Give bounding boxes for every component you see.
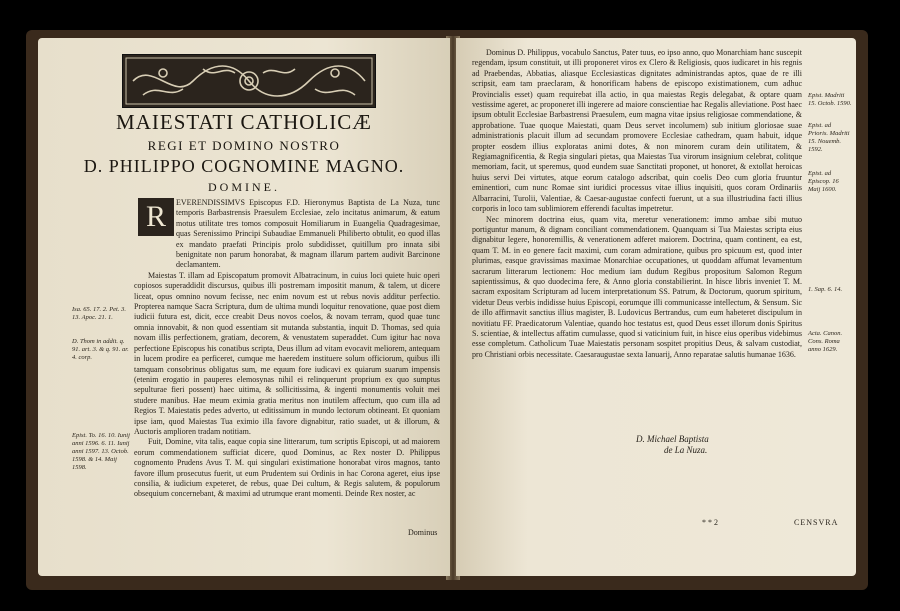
signature-line: D. Michael Baptista xyxy=(636,434,709,444)
margin-note: Epist. To. 16. 10. Iunij anni 1596. 6. 11. Iunij anni 1597. 13. Octob. 1598. & 14. Maij 1598. xyxy=(72,432,130,471)
paragraph: EVERENDISSIMVS Episcopus F.D. Hieronymus Baptista de La Nuza, tunc temporis Barbastrensis Praesulem Ecclesiae, zelo incitatus animarum, & eatum motus utilitate tres tomos composuit Homiliarum in Euangelia Quadragesimae, quas Serenissimo Principi Subaudiae Emmanueli Philiberto obtulit, eo quod illas ex mandato praefati Principis prolo subdidisset, quitillum pro innata sibi benignitate non parum honorabat, & magnam illarum partem audivit Barcinone declamantem. xyxy=(176,198,440,270)
paragraph: Maiestas T. illam ad Episcopatum promovit Albatracinum, in cuius loci quiete huic operi copiosos superaddidit discursus, quibus illi postremam impositit manum, & talem, ut dicere liceat, opus omnino novum fecisse, nec enim novum est ut rebus novis additur perfectio. Propterea namque Sacra Scriptura, dum de ultima mundi loquitur renovatione, quae post diem iudicii futura est, dicit, ecce creabit Deus novos coelos, & novam terram, quod quae tunc omnia innovabit, & non quod essentiam sit mutanda substantia, inquit D. Thomas, sed quia novam illis perfectionem, gratiam, decorem, & venustatem superaddet. Cum igitur hac nova perfectione Episcopus his conatibus scripta, Deus illum ad vitam evocavit meliorem, antequam in lucem prodire ea perficeret, cumque me haeredem instituere solum officiorum, quibus illi tamquam consobrinus obligatus sum, me equum fore iudicavi ex quiarum suarum impensis (etenim erogatio in pauperes elemosynas nihil ei relinquerunt proprium ex quo sumptus sepulturae fieri possent) haec uitima, & sollicitissima, & ingenti monumentis voluit mei studere manibus. Hae meum eximia gratia meritus non inutilem affectum, quo cum illa ad Regios T. Maiestatis pedes adverto, ut editissimum in mundo lectorum obtineant. Et quoniam ipse iam, quod Maiestas Tua eximio illa favore dignabitur, ratio suadet, ut & illorum, & Auctoris amplioren tradam notitiam. xyxy=(134,270,440,436)
margin-note: Acta. Canon. Cons. Roma anno 1629. xyxy=(808,330,843,353)
margin-note: Epist. ad Episcop. 16 Maij 1600. xyxy=(808,170,839,193)
headpiece-ornament xyxy=(122,54,376,108)
right-page xyxy=(456,38,856,576)
salutation: DOMINE. xyxy=(208,180,280,194)
signature-line: de La Nuza. xyxy=(664,445,708,455)
margin-note: 1. Sap. 6. 14. xyxy=(808,286,843,293)
paragraph: Dominus D. Philippus, vocabulo Sanctus, Pater tuus, eo ipso anno, quo Monarchiam hanc suscepit regendam, ipsum constituit, ut illi proponeret viros ex Clero & Religiosis, quos iudicaret in his regnis ad Praebendas, Abbatias, aliasque Ecclesiasticas dignitates administrandas aptos, quae de re illi scripsit, eam tam praeclaram, & honorificam habens de episcopo existimationem, cum adhuc Provincialis esset) quam requirebat illa actio, in qua maiestas Regis delegabat, & optare quam vestissime ageret, ac proponeret illi ingerere ad maiore conscientiae hac Regalis alleviatione. Post haec ipsum obtulit Ecclesiae Barbastrensi Praesulem, eum magna vitae ipsius religiosae commendatione, & approbatione. Tuae quoque Maiestati, quam Deus servet incolumem) sub initium gloriosae suae administrationis placuit illum ad secundam promovere Ecclesiae cathedram, quam habuit, idque propter eosdem illius exploratas animi dotes, & non minorem curam dein utilitatem, & Regiamagnificentia, & Regia singulari pietas, qua Maiestas Tua virorum insignium celebrat, colitque memoriam, facit, ut speremus, quod eundem suae Sanctitati proponet, ut honoret, & extollat heroicas huius servi Dei virtutes, atque eorum catalogo adscribat, quin coelis Deo cum gloria fruuntur eminentiori, cum nunc Romae sint iuridici processus vitae illius inquisiti, quos coram Ordinariis Albarracini, Turolii, Valentiae, & Caesar-augustae confecti fuerunt, ut a sua illustriudina facti illius corporis in loco tam sublimiorem efferendi facultas impetretur. xyxy=(472,48,802,214)
signature xyxy=(636,434,709,456)
margin-note: Epist. ad Prioris. Madriti 15. Nouemb. 1592. xyxy=(808,122,850,153)
dedication-subtitle: REGI ET DOMINO NOSTRO xyxy=(147,138,341,153)
paragraph: Fuit, Domine, vita talis, eaque copia sine litterarum, tum scriptis Episcopi, ut ad maiorem eorum commendationem sufficiat dicere, quod Dominus, ac Rex noster D. Philippus cognomento Prudens Avus T. M. qui singulari existimatione honorabat viros magnos, tanto favore illum prosecutus fuerit, ut eum Prudentem sui Ordinis in hac Corona ageret, eius ipse consilia, & iudicium expeteret, de rebus, quae Dei cultum, & Regis salutem, & populorum obsequium concernebant, & maximi ad utrumque erant momenti. Deinde Rex noster, ac xyxy=(134,437,440,499)
paragraph: Nec minorem doctrina eius, quam vita, meretur venerationem: immo ambae sibi mutuo portiguntur manum, & dignam conciliant commendationem. Quanquam si Tua Maiestas scripta eius dignabitur legere, honoremillis, & venerationem adferet maiorem. Doctrina, quam continent, ea est, quam T. M. in eo genere facit maximi, cum coram admiratione, quibus pro spicuum est, quod inter plurimas, easque gravissimas maximae Monarchiae occupationes, ut quoddam affumat levamentum sacrarum litterarum lectionem: Hoc medium iam dudum Regibus propositum Salomon Regum sapientissimus, & quo duodecima fere, & Anno gloria constabilierint. In hisce libris inveniet T. M. sacram expositam Scripturam ad lucem interpretationum SS. Patrum, & Doctorum, quorum spiritum, videtur Deus verbis indidisse huius Episcopi, eorumque illi communicasse intellectum, & Sensum. Sic de illo affirmavit sanctius illius magister, B. Ludovicus Bertrandus, cum eum habeteret discipulum in novitiatu FF. Praedicatorum Valentiae, quando hoc testatus est, quod Deus esset illorum donis Spiritus S. scientiae, & intellectus affatim cumulasse, quod si vaticinium fuit, in hisce eius operibus videbimus esse completum. Catholicum Tuae Maiestatis personam sospitet propitius Deus, & salvam custodiat, pro Christiani orbis necessitate. Caesaraugustae sexta Ianuarij, Anno reparatae salutis humanae 1636. xyxy=(472,214,802,359)
catchword: CENSVRA xyxy=(794,518,839,527)
open-book xyxy=(26,30,868,590)
ornament-scroll-icon xyxy=(123,55,375,107)
left-page xyxy=(38,38,450,576)
right-body-text xyxy=(472,48,802,360)
margin-note: Isa. 65. 17. 2. Pet. 3. 13. Apoc. 21. 1. xyxy=(72,306,126,321)
catchword: Dominus xyxy=(408,528,438,537)
margin-note: Epist. Madriti 15. Octob. 1590. xyxy=(808,92,852,107)
margin-note: D. Thom in addit. q. 91. art. 3. & q. 91. ar. 4. corp. xyxy=(72,338,129,361)
signature-mark: * * 2 xyxy=(702,518,718,527)
dedication-title: MAIESTATI CATHOLICÆ xyxy=(116,110,372,134)
left-body-text xyxy=(134,198,440,500)
drop-capital: R xyxy=(138,198,174,236)
dedication-name: D. PHILIPPO COGNOMINE MAGNO. xyxy=(83,156,405,176)
